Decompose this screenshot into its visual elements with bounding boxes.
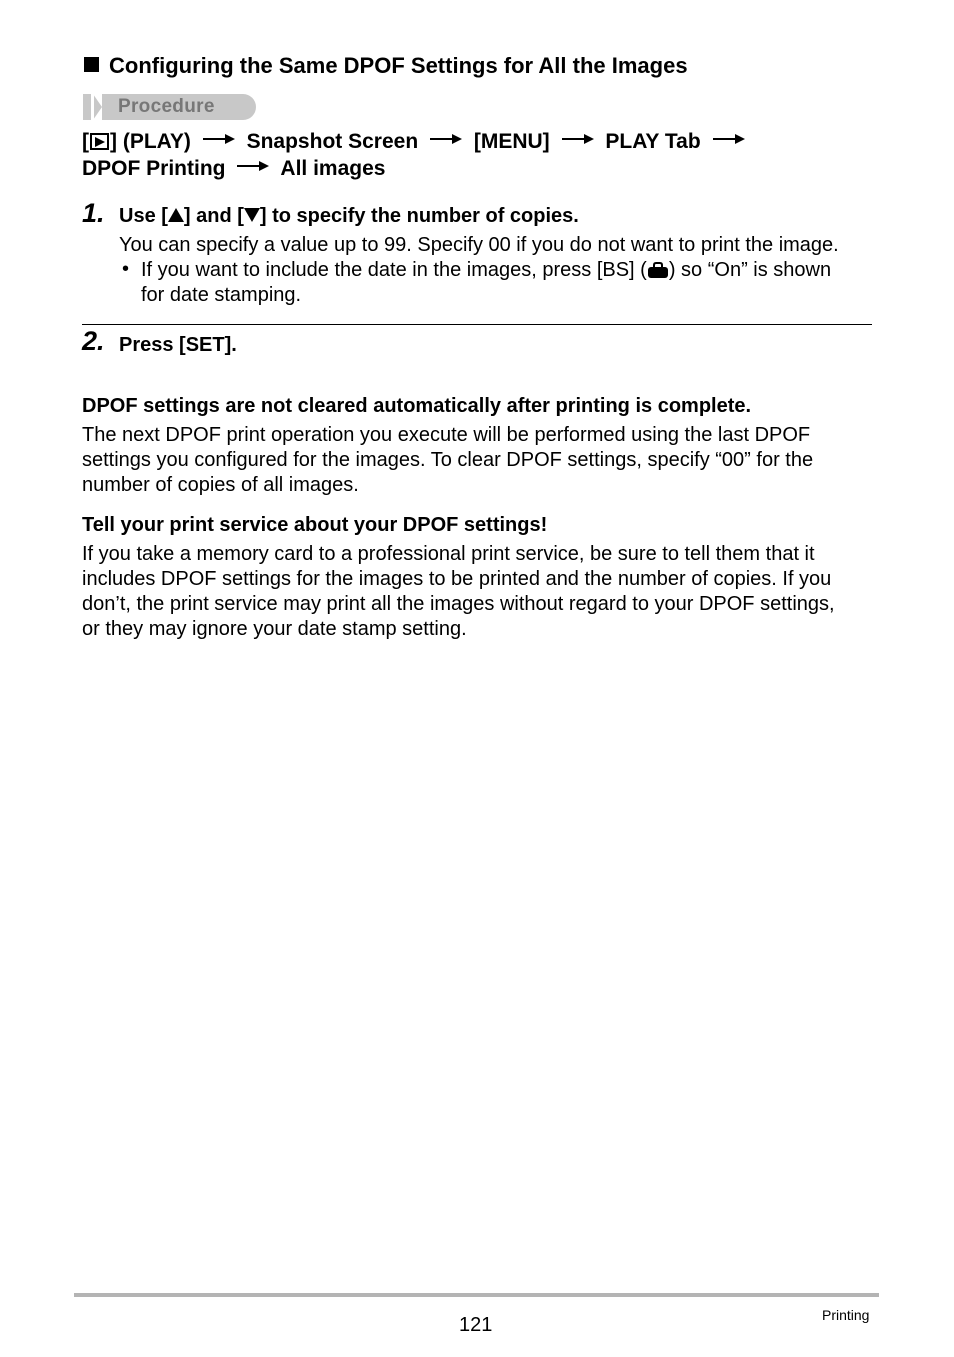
path-play: ] (PLAY)	[110, 130, 191, 153]
path-all-images: All images	[280, 157, 386, 180]
step-2-heading: Press [SET].	[119, 334, 237, 356]
step-1-heading-part-2: ] and [	[183, 205, 244, 227]
operation-path-line-1	[82, 130, 751, 154]
step-1-number: 1.	[82, 198, 105, 228]
page-number: 121	[459, 1314, 493, 1336]
procedure-label: Procedure	[118, 96, 215, 117]
note-1-line-2: settings you configured for the images. To clear DPOF settings, specify “00” for the	[82, 449, 814, 471]
right-arrow-icon	[430, 134, 462, 144]
footer-rule	[74, 1293, 879, 1297]
path-open-bracket: [	[82, 130, 89, 153]
path-snapshot-screen: Snapshot Screen	[246, 130, 419, 153]
step-1-bullet-part-2: ) so “On” is shown	[668, 259, 832, 281]
step-1-heading-part-3: ] to specify the number of copies.	[259, 205, 579, 227]
section-title-text: Configuring the Same DPOF Settings for All the Images	[109, 53, 688, 78]
procedure-tab	[83, 94, 256, 121]
down-triangle-icon	[244, 208, 260, 222]
note-2-line-2: includes DPOF settings for the images to be printed and the number of copies. If you	[82, 568, 832, 590]
play-icon	[90, 133, 109, 150]
step-1-heading	[119, 205, 579, 228]
right-arrow-icon	[562, 134, 594, 144]
step-1-bullet-mark: •	[122, 258, 130, 280]
note-2-line-1: If you take a memory card to a professional print service, be sure to tell them that it	[82, 543, 815, 565]
step-divider	[82, 324, 872, 325]
square-bullet-icon	[84, 57, 99, 72]
path-dpof-printing: DPOF Printing	[82, 157, 226, 180]
right-arrow-icon	[237, 161, 269, 171]
up-triangle-icon	[168, 208, 184, 222]
note-1-heading: DPOF settings are not cleared automatically after printing is complete.	[82, 395, 752, 417]
path-play-tab: PLAY Tab	[605, 130, 701, 153]
note-2-line-3: don’t, the print service may print all the images without regard to your DPOF settings,	[82, 593, 835, 615]
note-2-line-4: or they may ignore your date stamp setting.	[82, 618, 467, 640]
step-2-number: 2.	[82, 326, 105, 356]
right-arrow-icon	[203, 134, 235, 144]
note-1-line-3: number of copies of all images.	[82, 474, 359, 496]
step-1-bullet-part-1: If you want to include the date in the images, press [BS] (	[141, 259, 647, 281]
procedure-tab-notch	[93, 94, 102, 120]
note-2-heading: Tell your print service about your DPOF settings!	[82, 514, 548, 536]
right-arrow-icon	[713, 134, 745, 144]
bs-bag-icon	[647, 262, 669, 278]
path-menu: [MENU]	[473, 130, 550, 153]
operation-path-line-2	[82, 157, 385, 181]
note-1-line-1: The next DPOF print operation you execute will be performed using the last DPOF	[82, 424, 811, 446]
footer-section-label: Printing	[822, 1307, 870, 1323]
step-1-text: You can specify a value up to 99. Specify 00 if you do not want to print the image.	[119, 234, 839, 256]
step-1-heading-part-1: Use [	[119, 205, 168, 227]
step-1-bullet-line-1	[141, 258, 831, 283]
procedure-tab-bar	[83, 94, 91, 120]
section-title	[84, 53, 688, 79]
step-1-bullet-line-2: for date stamping.	[141, 284, 302, 306]
